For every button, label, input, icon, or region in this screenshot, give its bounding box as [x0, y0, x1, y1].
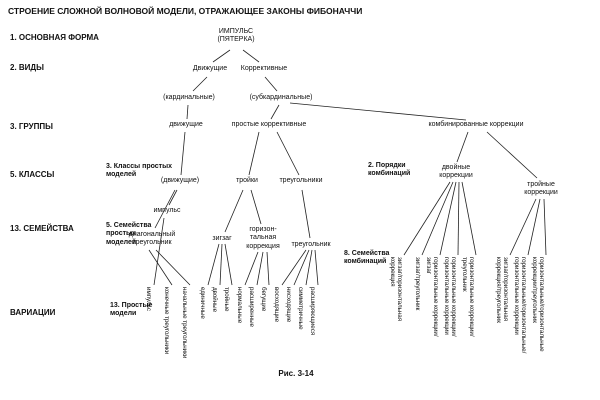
node-class-triple-corrections: [524, 181, 558, 198]
node-family-flat-correction-line: коррекция: [246, 242, 280, 250]
node-label-families-of-combinations-line: 8. Семейства: [344, 250, 390, 257]
combo-zigzag-flat-triangle-line: зигзаг/горизонтальная: [502, 257, 509, 322]
node-class-motive: [161, 177, 199, 185]
connector-line: [510, 199, 536, 255]
combo-flat-flat-flat-line: горизонтальные коррекции: [512, 257, 520, 335]
connector-line: [208, 244, 219, 285]
node-kind-motive: [193, 65, 227, 73]
connector-line: [257, 252, 263, 285]
connector-line: [249, 132, 259, 175]
combo-flat-flat-triangle-line: коррекции/треугольник: [530, 257, 538, 324]
row-label-families: 13. СЕМЕЙСТВА: [10, 224, 74, 233]
node-label-families-of-combinations-line: комбинаций: [344, 258, 387, 266]
node-class-motive-line: (движущие): [160, 177, 200, 184]
node-class-triple-corrections-line: коррекции: [524, 189, 558, 197]
variation-running: бегущие: [260, 287, 267, 312]
connector-line: [457, 132, 468, 162]
node-impulse-five: [217, 28, 254, 45]
node-label-families-of-simple-models-line: 5. Семейства: [106, 222, 152, 229]
connector-line: [271, 105, 279, 119]
combo-flat-flat-line: горизонтальные коррекции: [442, 257, 450, 335]
node-label-simple-models-line: модели: [110, 310, 137, 318]
connector-line: [243, 50, 259, 62]
connector-line: [220, 244, 222, 285]
connector-line: [187, 105, 188, 119]
node-group-combined-corrections-line: комбинированные коррекции: [428, 121, 524, 128]
node-family-triangle: [291, 241, 330, 249]
variation-normal: нормальные: [236, 287, 243, 324]
node-impulse-five-line: ИМПУЛЬС: [218, 28, 254, 35]
node-family-flat-correction-line: тальная: [249, 234, 277, 242]
combo-zigzag-flat-line: зигзаг/горизонтальная: [396, 257, 403, 322]
node-kind-motive-line: Движущие: [192, 65, 228, 72]
variation-expanded: расширенные: [248, 287, 255, 328]
combo-flat-zigzag-line: горизонтальные коррекции/: [432, 257, 439, 337]
node-label-combination-orders-line: 2. Порядки: [368, 162, 406, 169]
connector-line: [282, 250, 306, 285]
connector-line: [265, 77, 277, 91]
node-group-combined-corrections: [429, 121, 524, 129]
combo-zigzag-flat-triangle-line: коррекция/треугольник: [494, 257, 502, 323]
node-label-families-of-simple-models-line: простых: [106, 230, 136, 238]
variation-expanding: расширяющиеся: [309, 287, 316, 336]
connector-line: [149, 250, 172, 285]
row-label-groups: 3. ГРУППЫ: [10, 122, 53, 131]
node-family-impulse-line: импульс: [153, 207, 181, 214]
combo-zigzag-triangle-line: зигзаг/треугольник: [414, 257, 421, 311]
combo-flat-triangle-line: треугольник: [460, 257, 468, 292]
node-kind-corrective-line: Коррективные: [240, 65, 288, 72]
combo-flat-flat-flat-line: горизонтальные/горизонтальные/: [520, 257, 527, 354]
node-label-simple-models-line: 13. Простые: [110, 302, 153, 309]
node-class-double-corrections: [439, 164, 473, 181]
node-family-flat-correction-line: горизон-: [249, 226, 277, 233]
connector-line: [193, 77, 207, 91]
combo-flat-zigzag-line: зигзаг: [424, 257, 432, 275]
combo-flat-flat-flat: [513, 257, 527, 353]
node-cardinal-line: (кардинальные): [163, 94, 215, 101]
connector-line: [302, 190, 310, 238]
node-family-diagonal-triangle: [129, 231, 175, 248]
combo-flat-flat-triangle: [531, 257, 545, 352]
row-label-classes: 5. КЛАССЫ: [10, 170, 55, 179]
connector-line: [225, 190, 243, 232]
node-class-double-corrections-line: двойные: [441, 164, 471, 171]
connector-line: [487, 132, 537, 178]
connector-line: [290, 103, 466, 120]
combo-zigzag-flat: [389, 257, 403, 321]
variation-double: двойные: [211, 287, 218, 313]
figure-caption: Рис. 3-14: [278, 369, 314, 378]
connector-line: [315, 250, 318, 285]
node-label-classes-of-simple-models-line: моделей: [106, 171, 137, 179]
connector-line: [267, 252, 269, 285]
node-group-simple-corrective: [232, 121, 307, 129]
connector-line: [156, 250, 190, 285]
node-family-zigzag-line: зигзаг: [212, 235, 232, 242]
node-group-motive: [169, 121, 203, 129]
variation-triple: тройные: [223, 287, 230, 312]
connector-line: [154, 218, 164, 285]
node-family-diagonal-triangle-line: диагональный: [128, 231, 176, 238]
node-label-families-of-combinations: [344, 250, 389, 267]
connector-line: [251, 190, 261, 224]
combo-zigzag-triangle: [414, 257, 421, 310]
node-family-diagonal-triangle-line: треугольник: [132, 239, 172, 247]
variation-ascending: восходящие: [273, 287, 280, 323]
node-label-classes-of-simple-models-line: 3. Классы простых: [106, 163, 172, 170]
node-subcardinal: [250, 94, 313, 102]
combo-flat-flat-triangle-line: горизонтальные/горизонтальные: [538, 257, 545, 352]
diagram-title: СТРОЕНИЕ СЛОЖНОЙ ВОЛНОВОЙ МОДЕЛИ, ОТРАЖАЮЩЕЕ ЗАКОНЫ ФИБОНАЧЧИ: [8, 6, 363, 16]
node-family-zigzag: [212, 235, 231, 243]
connector-line: [181, 132, 185, 175]
node-class-triangles: [279, 177, 322, 185]
connector-line: [277, 132, 299, 175]
node-label-combination-orders-line: комбинаций: [368, 170, 411, 178]
node-group-simple-corrective-line: простые коррективные: [231, 121, 307, 128]
node-label-families-of-simple-models-line: моделей: [106, 238, 137, 246]
variation-descending: нисходящие: [285, 287, 292, 323]
combo-flat-flat: [443, 257, 457, 337]
variation-terminal-triangles: конечные треугольники: [163, 287, 170, 355]
node-impulse-five-line: (ПЯТЕРКА): [217, 36, 255, 44]
node-kind-corrective: [241, 65, 287, 73]
connector-line: [213, 50, 230, 62]
variation-symmetrical: симметричные: [297, 287, 304, 330]
connector-line: [169, 190, 177, 205]
combo-zigzag-flat-line: коррекция: [388, 257, 396, 287]
node-class-double-corrections-line: коррекции: [439, 172, 473, 180]
row-label-basic-form: 1. ОСНОВНАЯ ФОРМА: [10, 33, 99, 42]
node-cardinal: [163, 94, 215, 102]
node-label-combination-orders: [368, 162, 410, 179]
node-class-threes-line: тройки: [236, 177, 258, 184]
combo-flat-triangle: [461, 257, 475, 337]
connector-line: [225, 244, 232, 285]
node-family-triangle-line: треугольник: [291, 241, 331, 248]
connector-line: [528, 199, 540, 255]
variation-single: единичные: [199, 287, 206, 319]
connector-line: [245, 252, 258, 285]
node-class-triangles-line: треугольники: [279, 177, 323, 184]
connector-line: [544, 199, 546, 255]
variation-leading-triangles: начальные треугольники: [181, 287, 188, 359]
connector-line: [462, 182, 476, 255]
combo-zigzag-flat-triangle: [495, 257, 509, 323]
combo-flat-flat-line: горизонтальные коррекции/: [450, 257, 457, 337]
node-class-threes: [236, 177, 258, 185]
node-class-triple-corrections-line: тройные: [527, 181, 555, 188]
node-family-impulse: [153, 207, 180, 215]
combo-flat-triangle-line: горизонтальные коррекции/: [468, 257, 475, 337]
node-subcardinal-line: (субкардинальные): [249, 94, 313, 101]
node-group-motive-line: движущие: [169, 121, 203, 128]
combo-flat-zigzag: [425, 257, 439, 337]
row-label-variations: ВАРИАЦИИ: [10, 308, 56, 317]
row-label-kinds: 2. ВИДЫ: [10, 63, 44, 72]
connector-line: [458, 182, 459, 255]
variation-impulse: импульс: [145, 287, 152, 311]
node-family-flat-correction: [246, 226, 280, 251]
